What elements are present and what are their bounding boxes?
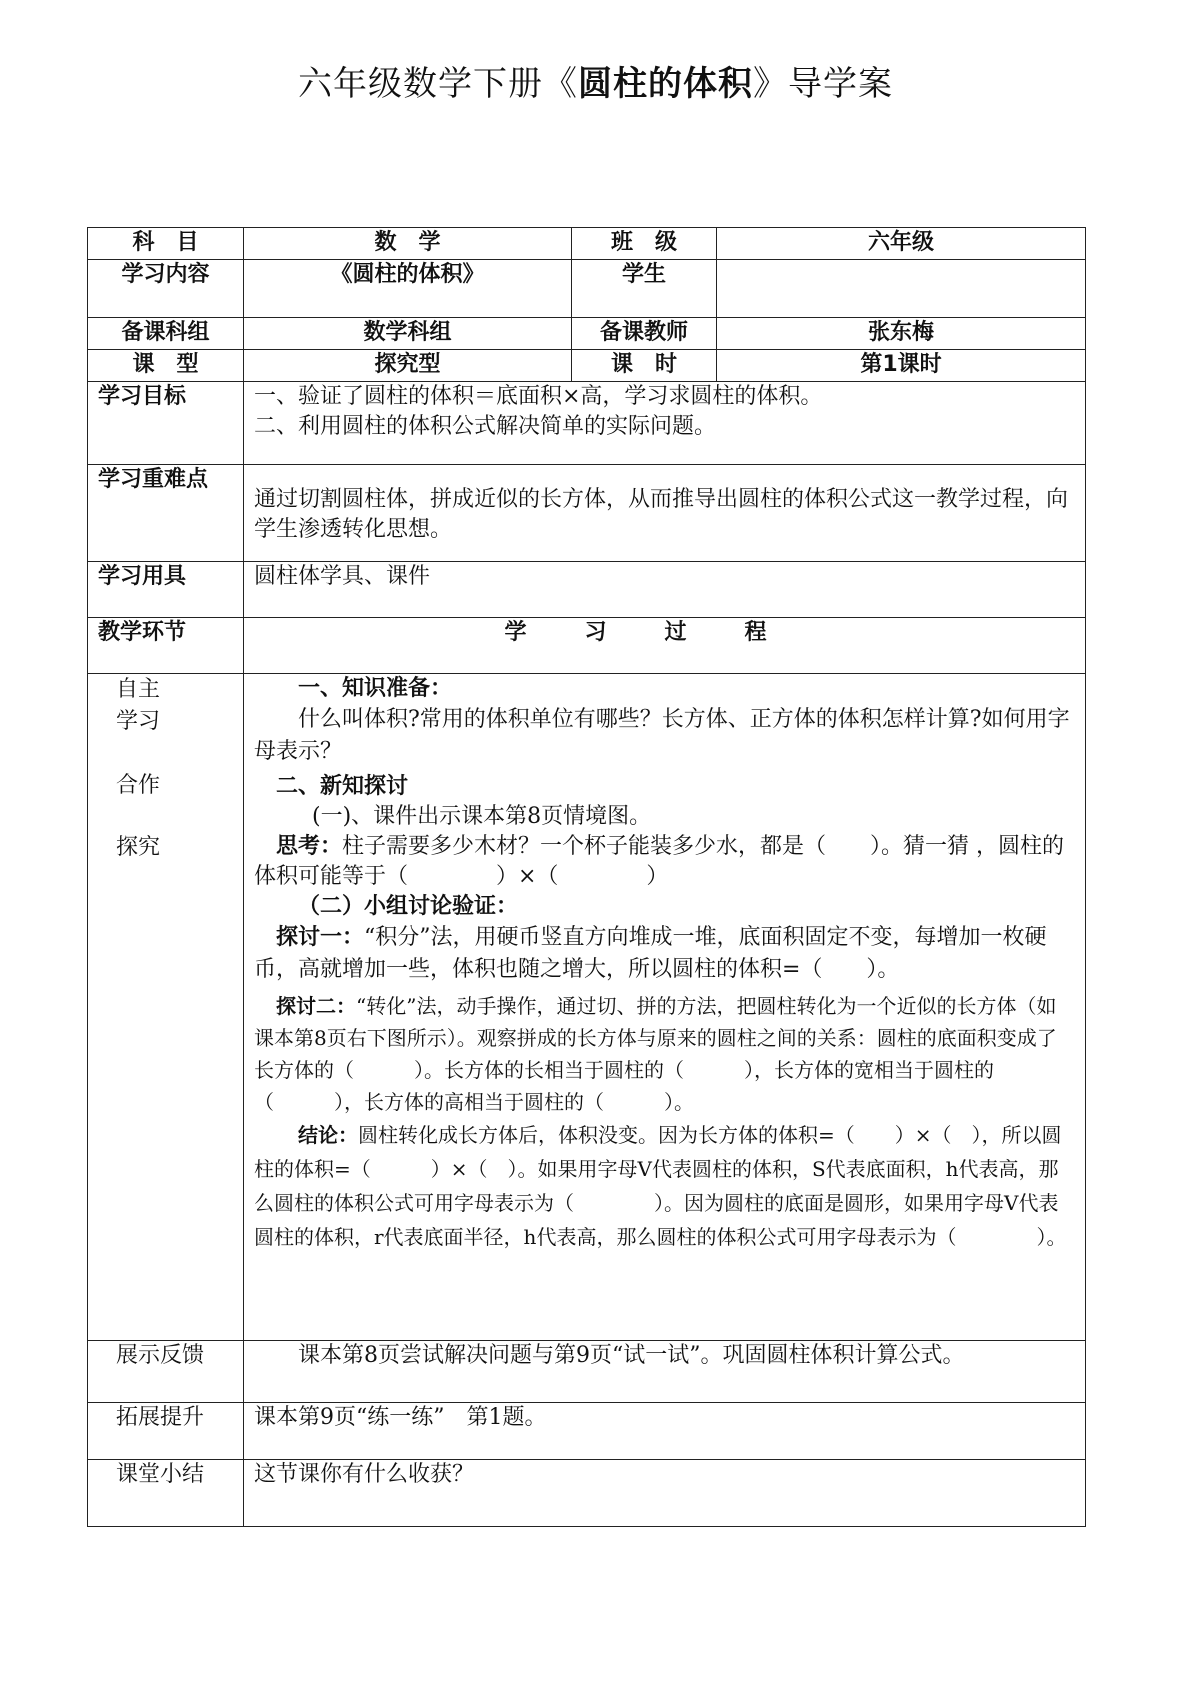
group-value: 数学科组 (244, 318, 572, 350)
row-process-header (88, 618, 1086, 674)
think-label: 思考： (276, 834, 343, 859)
content-value: 《圆柱的体积》 (244, 260, 572, 318)
goal-line-2: 二、利用圆柱的体积公式解决简单的实际问题。 (254, 414, 717, 439)
row-feedback (88, 1341, 1086, 1403)
section-1-title: 一、知识准备： (298, 676, 453, 701)
goal-line-1: 一、验证了圆柱的体积＝底面积×高，学习求圆柱的体积。 (254, 384, 823, 409)
section-2-title: 二、新知探讨 (276, 774, 409, 799)
explore-label-2: 学习 (116, 709, 161, 734)
row-group (88, 318, 1086, 350)
process-title: 学习过程 (244, 618, 1086, 674)
summary-text: 这节课你有什么收获？ (244, 1460, 1086, 1527)
row-content (88, 260, 1086, 318)
conclusion-label: 结论： (298, 1123, 358, 1147)
row-subject (88, 228, 1086, 260)
explore-label-4: 探究 (116, 835, 161, 860)
tools-text: 圆柱体学具、课件 (244, 562, 1086, 618)
type-value: 探究型 (244, 350, 572, 382)
discussion-2 (254, 990, 1075, 1118)
class-label: 班 级 (572, 228, 717, 260)
feedback-text: 课本第8页尝试解决问题与第9页“试一试”。巩固圆柱体积计算公式。 (244, 1341, 1086, 1403)
explore-label-1: 自主 (116, 677, 161, 702)
explore-label-3: 合作 (116, 773, 161, 798)
summary-label: 课堂小结 (88, 1460, 244, 1527)
discussion-1-text: “积分”法，用硬币竖直方向堆成一堆，底面积固定不变，每增加一枚硬币，高就增加一些，体积也随之增大，所以圆柱的体积=（ ）。 (254, 925, 1047, 982)
title-prefix: 六年级数学下册《 (298, 64, 578, 104)
class-value: 六年级 (717, 228, 1086, 260)
process-label: 教学环节 (88, 618, 244, 674)
section-2a: (一)、课件出示课本第8页情境图。 (312, 804, 652, 829)
section-1-text: 什么叫体积?常用的体积单位有哪些？长方体、正方体的体积怎样计算?如何用字母表示？ (254, 707, 1070, 764)
key-points-label: 学习重难点 (88, 465, 244, 562)
title-topic: 圆柱的体积 (578, 64, 753, 104)
student-name-field[interactable] (717, 260, 1086, 318)
key-points-text: 通过切割圆柱体，拼成近似的长方体，从而推导出圆柱的体积公式这一教学过程，向学生渗透转化思想。 (244, 465, 1086, 562)
think-paragraph (254, 832, 1075, 892)
period-value: 第1课时 (717, 350, 1086, 382)
subject-label: 科 目 (88, 228, 244, 260)
section-2b: （二）小组讨论验证： (298, 894, 519, 919)
goals-content (244, 382, 1086, 465)
explore-label (88, 674, 244, 1341)
teacher-label: 备课教师 (572, 318, 717, 350)
discussion-1 (254, 922, 1075, 986)
subject-value: 数 学 (244, 228, 572, 260)
row-tools (88, 562, 1086, 618)
group-label: 备课科组 (88, 318, 244, 350)
period-label: 课 时 (572, 350, 717, 382)
row-extend (88, 1403, 1086, 1460)
tools-label: 学习用具 (88, 562, 244, 618)
extend-text: 课本第9页“练一练” 第1题。 (244, 1403, 1086, 1460)
extend-label: 拓展提升 (88, 1403, 244, 1460)
discussion-1-label: 探讨一： (276, 925, 365, 950)
student-label: 学生 (572, 260, 717, 318)
row-explore (88, 674, 1086, 1341)
conclusion-text: 圆柱转化成长方体后，体积没变。因为长方体的体积=（ ）×（ ），所以圆柱的体积=（ ）×（ ）。如果用字母V代表圆柱的体积，S代表底面积，h代表高，那么圆柱的体积公式可用字母表示为（ ）。因为圆柱的底面是圆形，如果用字母V代表圆柱的体积，r代表底面半径，h代表高，那么圆柱的体积公式可用字母表示为（ ）。 (254, 1123, 1067, 1249)
feedback-label: 展示反馈 (88, 1341, 244, 1403)
discussion-2-text: “转化”法，动手操作，通过切、拼的方法，把圆柱转化为一个近似的长方体（如课本第8页右下图所示）。观察拼成的长方体与原来的圆柱之间的关系：圆柱的底面积变成了长方体的（ ）。长方体的长相当于圆柱的（ ），长方体的宽相当于圆柱的（ ），长方体的高相当于圆柱的（ ）。 (254, 994, 1057, 1114)
goals-label: 学习目标 (88, 382, 244, 465)
content-label: 学习内容 (88, 260, 244, 318)
row-summary (88, 1460, 1086, 1527)
teacher-value: 张东梅 (717, 318, 1086, 350)
type-label: 课 型 (88, 350, 244, 382)
think-text: 柱子需要多少木材？一个杯子能装多少水，都是（ ）。猜一猜 ，圆柱的体积可能等于（ ）×（ ） (254, 834, 1065, 889)
explore-content (244, 674, 1086, 1341)
row-goals (88, 382, 1086, 465)
document-title (0, 60, 1191, 108)
row-type (88, 350, 1086, 382)
title-suffix: 》导学案 (753, 64, 893, 104)
conclusion (254, 1118, 1075, 1254)
lesson-plan-table (87, 227, 1086, 1527)
row-key-points (88, 465, 1086, 562)
discussion-2-label: 探讨二： (276, 994, 356, 1018)
